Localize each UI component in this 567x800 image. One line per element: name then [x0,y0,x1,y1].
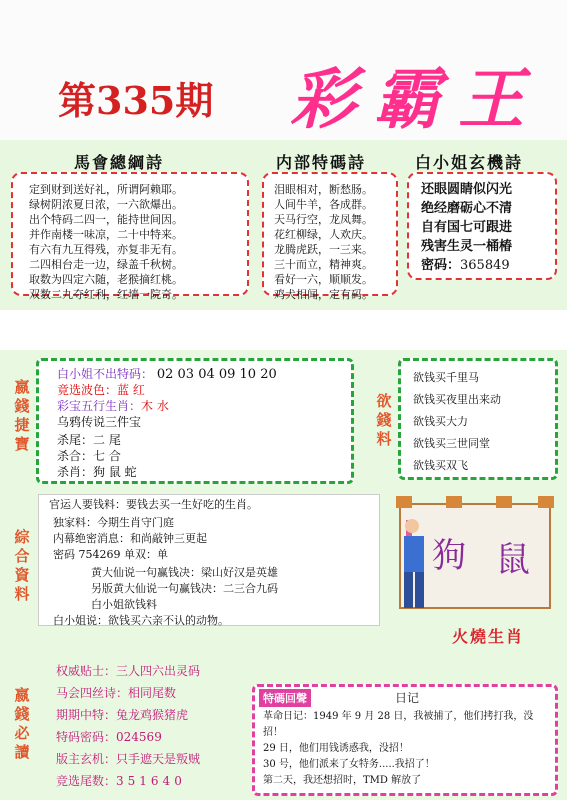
middle-poem-title: 内部特碼詩 [276,153,367,172]
middle-poem-lines [274,182,392,302]
poem-line: 并作南楼一味凉，二十中特来。 [29,228,183,241]
left-poem-lines [29,182,241,302]
poster-board-graphic [390,486,560,622]
poem-line: 双数二九夺红利，红墙一院奇。 [29,288,183,301]
combo-line: 白小姐欲钱料 [91,598,157,611]
key-info-row: 版主玄机：只手遮天是叛贼 [56,752,201,766]
poem-line: 自有国七可跟进 [421,220,513,235]
wish-item: 欲钱买夜里出来动 [413,393,501,406]
wish-item: 欲钱买大力 [413,415,468,428]
wishes-box [398,358,558,480]
right-poem-lines [421,180,553,275]
combo-line: 白小姐说：欲钱买六亲不认的动物。 [53,614,229,627]
poem-line: 鸡犬相闻，定有码。 [274,288,373,301]
poem-line: 有六有九互得残，亦复非无有。 [29,243,183,256]
combo-line: 独家料：今期生肖守门庭 [53,516,174,529]
tips-side-label: 嬴錢捷寶 [14,378,30,453]
poem-line: 绝经磨砺心不清 [421,201,513,216]
right-poem-box [407,172,557,280]
issue-number: 第335期 [58,78,214,123]
left-poem-title: 馬會總綱詩 [74,153,165,172]
combo-line: 官运人要钱料：要钱去买一生好吃的生肖。 [49,498,258,511]
tips-line-6: 杀合：七 合 [57,449,121,463]
combo-line: 黄大仙说一句赢钱决：梁山好汉是英雄 [91,566,278,579]
diary-line: 第二天，我还想招时，TMD 解放了 [263,775,422,786]
poster [390,486,560,622]
key-info-row: 特码密码：024569 [56,730,162,744]
poem-line: 定到财到送好礼，所谓阿赖耶。 [29,183,183,196]
poem-line: 二四相台走一边，绿盖千秋树。 [29,258,183,271]
combo-line: 内幕绝密消息：和尚敲钟三更起 [53,532,207,545]
combo-side-label: 綜合資料 [14,528,30,603]
left-poem-box [11,172,249,301]
secret-code-line: 密码：365849 [421,258,510,273]
key-info-row: 马会四丝诗：相同尾数 [56,686,177,700]
tips-box [36,358,354,484]
combo-line: 另版黄大仙说一句赢钱决：二三合九码 [91,582,278,595]
combo-box [38,494,380,626]
wish-item: 欲钱买双飞 [413,459,468,472]
poem-line: 看好一六，顺顺发。 [274,273,373,286]
spacer-band [0,310,567,350]
diary-line: 29 日，他们用钱诱惑我，没招！ [263,743,409,754]
poster-word-2: 鼠 [496,540,530,580]
poem-line: 出个特码二四一，能持世间因。 [29,213,183,226]
wishes-side-label: 欲錢料 [376,392,392,448]
poem-line: 三十而立，精神爽。 [274,258,373,271]
poem-line: 天马行空，龙凤舞。 [274,213,373,226]
poem-line: 花红柳绿，人欢庆。 [274,228,373,241]
poem-line: 泪眼相对，断愁肠。 [274,183,373,196]
poem-line: 还眼圆睛似闪光 [421,182,513,197]
poem-line: 绿树阴浓夏日浓，一六欲爆出。 [29,198,183,211]
key-info-row: 权威贴士：三人四六出灵码 [56,664,201,678]
wish-item: 欲钱买千里马 [413,371,479,384]
middle-poem-box [262,172,398,301]
bottom-side-label: 嬴錢必讀 [14,686,30,761]
combo-line: 密码 754269 单双：单 [53,548,168,561]
tips-line-1: 白小姐不出特码： 02 03 04 09 10 20 [57,367,277,382]
poem-line: 龙腾虎跃，一三来。 [274,243,373,256]
key-info-list [56,660,256,792]
poem-line: 取数为四定六随，老猴摘红桃。 [29,273,183,286]
brand-title: 彩霸王 [290,60,542,138]
tips-line-7: 杀肖：狗 鼠 蛇 [57,465,137,479]
poem-line: 残害生灵一桶椿 [421,239,513,254]
key-info-row: 竞选尾数：351640 [56,774,186,788]
key-info-row: 期期中特：兔龙鸡猴猪虎 [56,708,189,722]
right-poem-title: 白小姐玄機詩 [415,153,524,172]
diary-tag: 特碼回聲 [259,689,311,707]
diary-box [252,684,558,796]
diary-lines [263,709,551,789]
tips-line-5: 杀尾：二 尾 [57,433,121,447]
diary-line: 革命日记：1949 年 9 月 28 日，我被捕了，他们拷打我，没招！ [263,711,534,738]
tips-line-3: 彩宝五行生肖：木 水 [57,399,169,413]
poem-line: 人间牛羊，各成群。 [274,198,373,211]
poster-word-1: 狗 [432,536,466,576]
diary-line: 30 号，他们派来了女特务.....我招了！ [263,759,435,770]
poster-caption: 火燒生肖 [452,627,525,646]
tips-line-4: 乌鸦传说三件宝 [57,415,142,429]
tips-line-2: 竟选波色：蓝 红 [57,383,145,397]
diary-title: 日记 [395,691,420,705]
wish-item: 欲钱买三世同堂 [413,437,490,450]
